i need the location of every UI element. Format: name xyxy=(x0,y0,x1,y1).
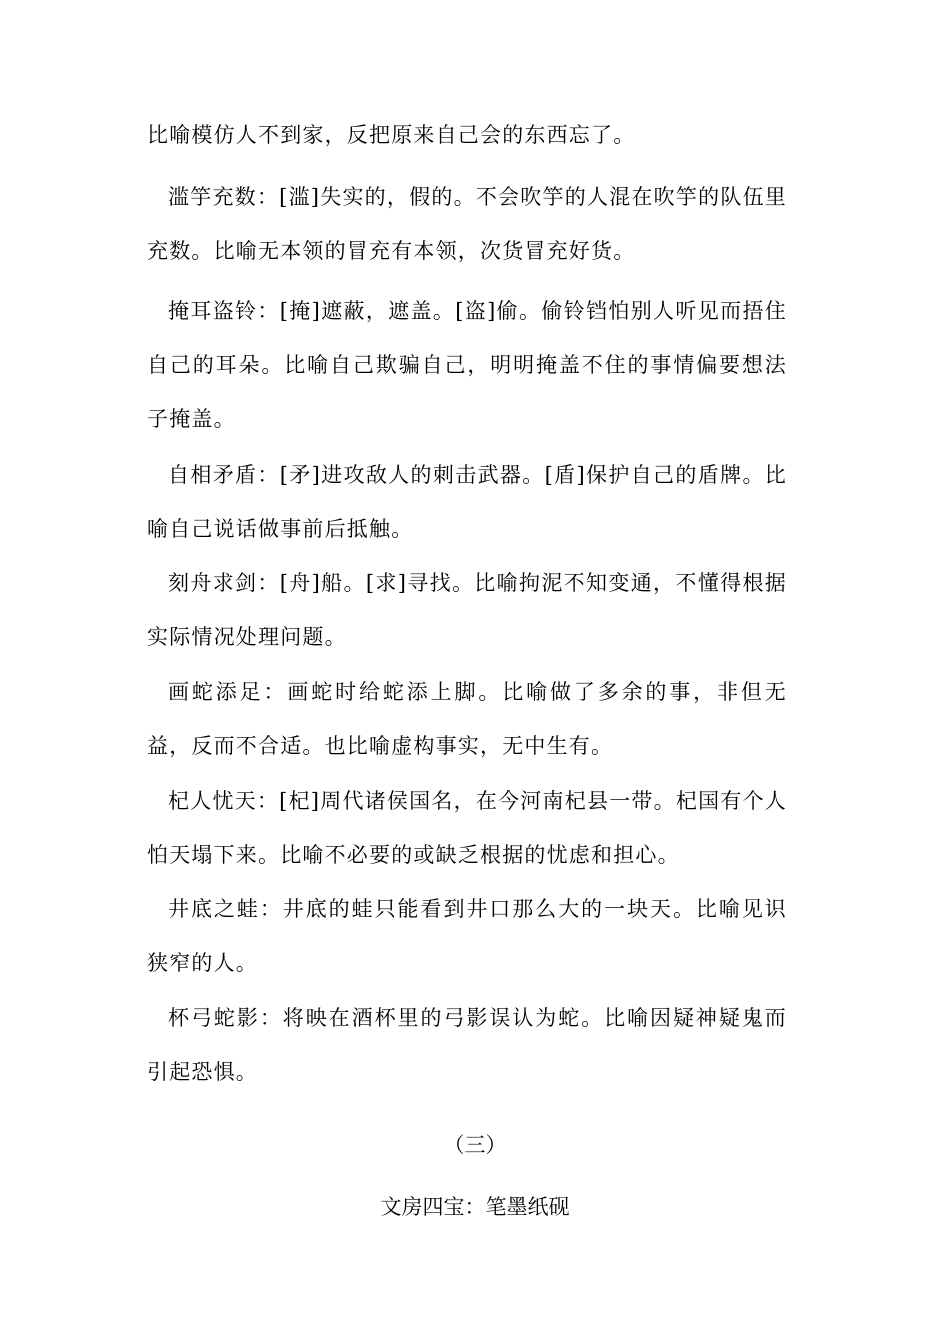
paragraph-zixiang-maodun: 自相矛盾：[矛]进攻敌人的刺击武器。[盾]保护自己的盾牌。比喻自己说话做事前后抵触。 xyxy=(147,463,787,541)
paragraph-huashe-tianzu: 画蛇添足：画蛇时给蛇添上脚。比喻做了多余的事，非但无益，反而不合适。也比喻虚构事实，无中生有。 xyxy=(147,680,787,758)
paragraph-lanyu-chongshu: 滥竽充数：[滥]失实的，假的。不会吹竽的人混在吹竽的队伍里充数。比喻无本领的冒充有本领，次货冒充好货。 xyxy=(147,185,787,263)
paragraph-jingdi-zhiwa: 井底之蛙：井底的蛙只能看到井口那么大的一块天。比喻见识狭窄的人。 xyxy=(147,897,787,975)
paragraph-beigong-sheying: 杯弓蛇影：将映在酒杯里的弓影误认为蛇。比喻因疑神疑鬼而引起恐惧。 xyxy=(147,1006,787,1084)
paragraph-yaner-daoling: 掩耳盗铃：[掩]遮蔽，遮盖。[盗]偷。偷铃铛怕别人听见而捂住自己的耳朵。比喻自己欺骗自己，明明掩盖不住的事情偏要想法子掩盖。 xyxy=(147,299,787,431)
paragraph-continuation: 比喻模仿人不到家，反把原来自己会的东西忘了。 xyxy=(147,123,636,147)
paragraph-kezhou-qiujian: 刻舟求剑：[舟]船。[求]寻找。比喻拘泥不知变通，不懂得根据实际情况处理问题。 xyxy=(147,571,787,649)
paragraph-qiren-youtian: 杞人忧天：[杞]周代诸侯国名，在今河南杞县一带。杞国有个人怕天塌下来。比喻不必要的或缺乏根据的忧虑和担心。 xyxy=(147,789,787,867)
section-subtitle: 文房四宝：笔墨纸砚 xyxy=(380,1195,570,1219)
section-heading: （三） xyxy=(443,1133,507,1157)
